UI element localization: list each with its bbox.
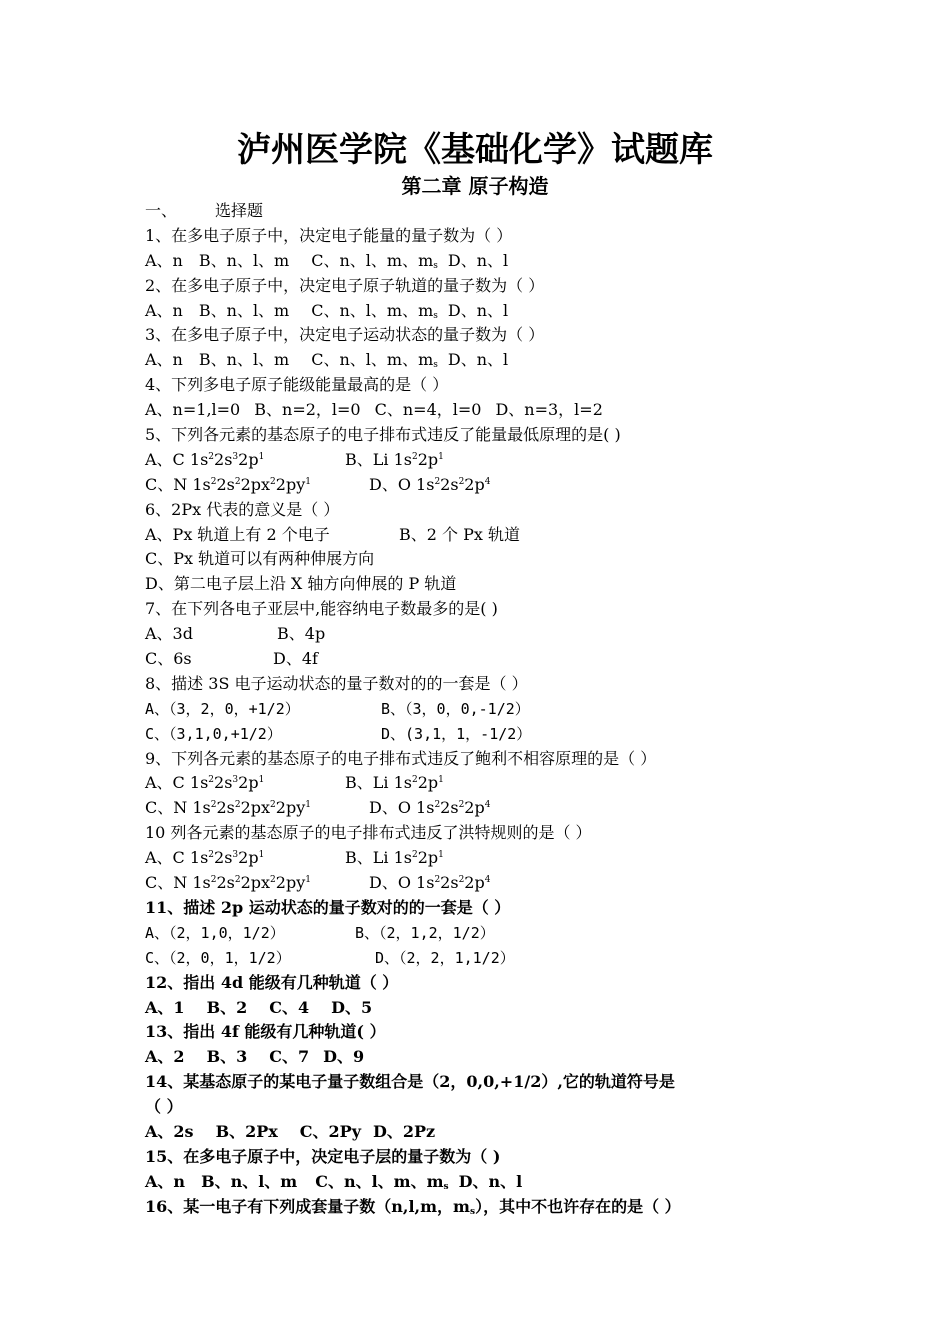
option: B、（3，0，0,-1/2） [381, 699, 530, 718]
option: C、（3,1,0,+1/2） [145, 724, 282, 743]
option: C、N $1s^22s^22px^22py^1$ [145, 798, 311, 818]
option: C、n、l、m、m [315, 1171, 444, 1191]
option: C、4 [269, 997, 310, 1017]
option: B、Li $1s^22p^1$ [345, 848, 444, 868]
option: B、n、l、m [198, 250, 290, 270]
subscript: s [433, 260, 438, 271]
question-options [145, 946, 825, 971]
option: D、n、l [447, 300, 509, 320]
option: D、n=3，l=2 [495, 400, 603, 420]
option: B、4p [277, 624, 326, 644]
question-options [145, 398, 825, 423]
section-name: 选择题 [215, 201, 264, 220]
option: D、n、l [447, 250, 509, 270]
question-options [145, 1120, 825, 1145]
option: D、n、l [447, 350, 509, 370]
page-title: 泸州医学院《基础化学》试题库 [237, 130, 713, 170]
question-options [145, 796, 825, 821]
option: B、Li $1s^22p^1$ [345, 449, 444, 469]
question-options [145, 722, 825, 747]
option: A、2s [145, 1121, 194, 1141]
option: D、n、l [458, 1171, 523, 1191]
question-stem: 1、在多电子原子中，决定电子能量的量子数为（ ） [145, 225, 513, 245]
question-stem: 12、指出 4d 能级有几种轨道（ ） [145, 972, 399, 992]
question-options: D、第二电子层上沿 X 轴方向伸展的 P 轨道 [145, 574, 457, 594]
question-stem: 3、在多电子原子中，决定电子运动状态的量子数为（ ） [145, 325, 545, 345]
option: C、2Py [299, 1121, 361, 1141]
option: A、n [145, 350, 183, 370]
question-stem: 8、描述 3S 电子运动状态的量子数对的的一套是（ ） [145, 673, 528, 693]
question-options [145, 1170, 825, 1195]
question-options [145, 771, 825, 796]
option: B、2 个 Px 轨道 [399, 524, 520, 544]
option: D、4f [273, 649, 318, 669]
question-stem: 7、在下列各电子亚层中,能容纳电子数最多的是( ) [145, 599, 498, 619]
option: C、n、l、m、m [311, 250, 434, 270]
question-options [145, 996, 825, 1021]
option: D、O $1s^22s^22p^4$ [369, 873, 491, 893]
option: B、n、l、m [198, 350, 290, 370]
subscript: s [469, 1206, 476, 1217]
option: C、n、l、m、m [311, 300, 434, 320]
question-options [145, 299, 825, 324]
option: A、n [145, 250, 183, 270]
subscript: s [443, 1181, 449, 1192]
option: A、C $1s^22s^32p^1$ [145, 848, 265, 868]
option: A、n [145, 300, 183, 320]
question-options [145, 846, 825, 871]
question-stem: 9、下列各元素的基态原子的电子排布式违反了鲍利不相容原理的是（ ） [145, 748, 657, 768]
subscript: s [433, 360, 438, 371]
option: A、1 [145, 997, 185, 1017]
option: C、n、l、m、m [311, 350, 434, 370]
section-heading [145, 199, 825, 224]
option: A、n=1,l=0 [145, 400, 241, 420]
question-stem: 14、某基态原子的某电子量子数组合是（2，0,0,+1/2）,它的轨道符号是 [145, 1072, 675, 1092]
question-stem: 11、描述 2p 运动状态的量子数对的的一套是（ ） [145, 897, 511, 917]
question-options [145, 921, 825, 946]
question-options [145, 647, 825, 672]
question-stem: 10 列各元素的基态原子的电子排布式违反了洪特规则的是（ ） [145, 823, 592, 843]
question-stem: 13、指出 4f 能级有几种轨道( ） [145, 1022, 386, 1042]
option: B、（2，1,2，1/2） [355, 923, 495, 942]
option: A、3d [145, 624, 193, 644]
option: A、（2，1,0，1/2） [145, 923, 285, 942]
option: B、3 [206, 1047, 248, 1067]
question-options [145, 249, 825, 274]
question-options [145, 1045, 825, 1070]
option: D、2Pz [373, 1121, 436, 1141]
question-stem: 15、在多电子原子中，决定电子层的量子数为（ ) [145, 1146, 501, 1166]
question-options: C、Px 轨道可以有两种伸展方向 [145, 549, 375, 569]
option: D、5 [331, 997, 373, 1017]
question-options [145, 871, 825, 896]
option: C、（2，0，1，1/2） [145, 948, 291, 967]
option: C、7 [269, 1047, 310, 1067]
option: D、（2，2，1,1/2） [375, 948, 515, 967]
option: A、Px 轨道上有 2 个电子 [145, 524, 330, 544]
question-stem: 2、在多电子原子中，决定电子原子轨道的量子数为（ ） [145, 275, 545, 295]
question-options [145, 523, 825, 548]
option: A、2 [145, 1047, 185, 1067]
option: B、n、l、m [198, 300, 290, 320]
option: A、C $1s^22s^32p^1$ [145, 449, 265, 469]
option: B、Li $1s^22p^1$ [345, 773, 444, 793]
option: D、(3,1，1，-1/2） [381, 724, 532, 743]
option: A、C $1s^22s^32p^1$ [145, 773, 265, 793]
option: C、N $1s^22s^22px^22py^1$ [145, 474, 311, 494]
question-options [145, 448, 825, 473]
question-stem: 6、2Px 代表的意义是（ ） [145, 499, 340, 519]
option: D、9 [323, 1047, 365, 1067]
question-stem: 5、下列各元素的基态原子的电子排布式违反了能量最低原理的是( ) [145, 425, 621, 445]
question-options [145, 622, 825, 647]
option: C、6s [145, 649, 192, 669]
option: B、n=2，l=0 [254, 400, 361, 420]
chapter-title: 第二章 原子构造 [401, 174, 549, 198]
section-index: 一、 [145, 201, 178, 220]
question-options [145, 697, 825, 722]
question-list [145, 199, 825, 1220]
option: B、2Px [215, 1121, 278, 1141]
question-stem: 4、下列多电子原子能级能量最高的是（ ） [145, 375, 449, 395]
question-stem-continued: （ ） [145, 1097, 183, 1117]
option: D、O $1s^22s^22p^4$ [369, 474, 491, 494]
subscript: s [433, 310, 438, 321]
option: C、N $1s^22s^22px^22py^1$ [145, 873, 311, 893]
question-stem: 16、某一电子有下列成套量子数（n,l,m，$m_s$），其中不也许存在的是（ ） [145, 1196, 681, 1217]
question-options [145, 348, 825, 373]
question-options [145, 473, 825, 498]
option: C、n=4，l=0 [374, 400, 482, 420]
option: B、2 [206, 997, 248, 1017]
option: D、O $1s^22s^22p^4$ [369, 798, 491, 818]
option: A、n [145, 1171, 186, 1191]
option: A、（3，2，0，+1/2） [145, 699, 300, 718]
option: B、n、l、m [201, 1171, 298, 1191]
